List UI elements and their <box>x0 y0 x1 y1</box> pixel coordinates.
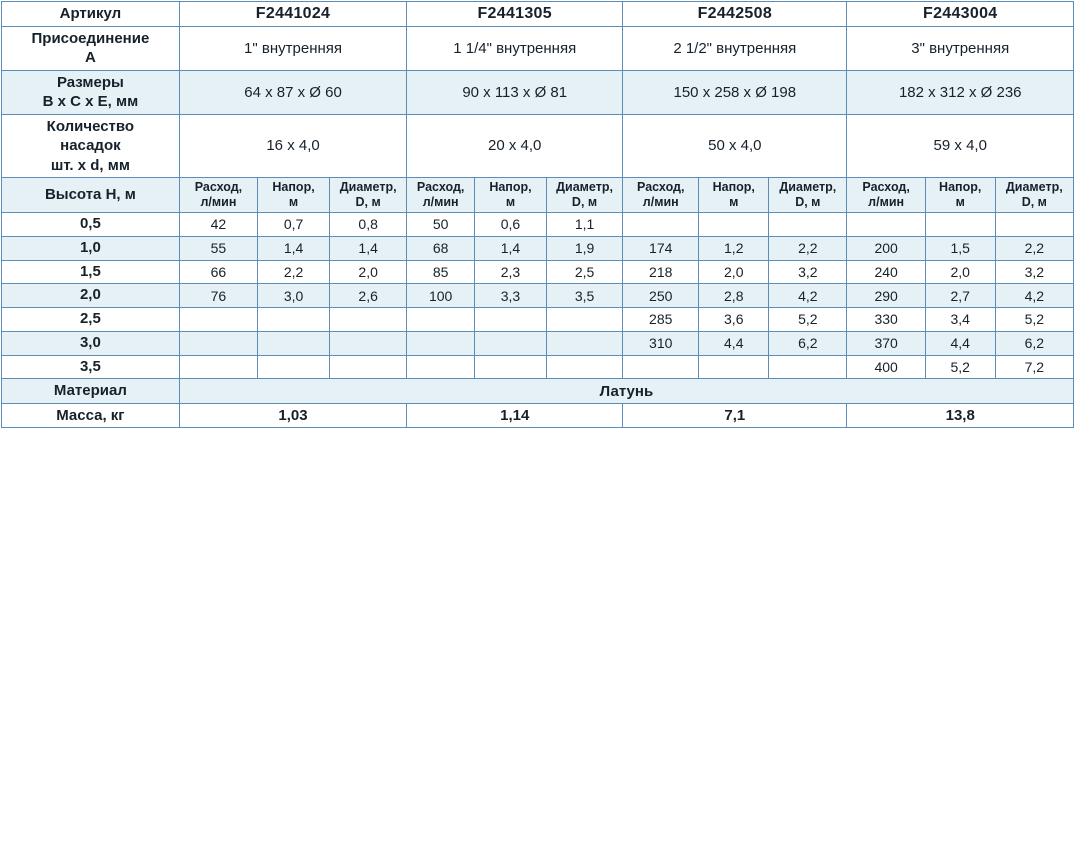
cell: 3,2 <box>769 260 847 284</box>
cell: 2,0 <box>699 260 769 284</box>
article-f2441024: F2441024 <box>179 2 407 27</box>
cell: 5,2 <box>769 308 847 332</box>
cell: 66 <box>179 260 257 284</box>
cell: 2,5 <box>546 260 622 284</box>
cell: 42 <box>179 213 257 237</box>
cell <box>623 213 699 237</box>
cell: 1,4 <box>475 236 547 260</box>
cell <box>407 331 475 355</box>
cell: 218 <box>623 260 699 284</box>
cell: 4,4 <box>699 331 769 355</box>
subheader-head-1-line1: Напор, <box>272 180 315 194</box>
cell: 2,6 <box>330 284 407 308</box>
cell <box>847 213 925 237</box>
subheader-diameter-2 <box>546 178 622 213</box>
mass-value-4: 13,8 <box>847 403 1074 428</box>
subheader-flow-2-line1: Расход, <box>416 180 465 194</box>
table-row-nozzles <box>2 114 1074 178</box>
table-row-subheader <box>2 178 1074 213</box>
table-row-mass <box>2 403 1074 428</box>
cell: 2,2 <box>258 260 330 284</box>
subheader-flow-3-line2: л/мин <box>642 195 679 209</box>
subheader-flow-2 <box>407 178 475 213</box>
cell: 1,2 <box>699 236 769 260</box>
nozzles-value-3: 50 x 4,0 <box>623 114 847 178</box>
table-row-material <box>2 379 1074 404</box>
mass-value-1: 1,03 <box>179 403 407 428</box>
height-label: 3,0 <box>2 331 180 355</box>
cell: 2,8 <box>699 284 769 308</box>
cell: 1,4 <box>258 236 330 260</box>
cell: 6,2 <box>769 331 847 355</box>
row-label-dimensions-line1: Размеры <box>56 73 124 91</box>
subheader-flow-4-line1: Расход, <box>862 180 910 194</box>
subheader-diameter-1 <box>330 178 407 213</box>
row-label-connection-line2: A <box>84 49 96 66</box>
table-row <box>2 236 1074 260</box>
subheader-head-4-line2: м <box>955 195 965 209</box>
cell <box>546 355 622 379</box>
subheader-flow-4 <box>847 178 925 213</box>
row-label-nozzles-line2: насадок <box>60 137 121 154</box>
cell <box>699 355 769 379</box>
subheader-flow-4-line2: л/мин <box>868 195 905 209</box>
subheader-head-4-line1: Напор, <box>939 180 982 194</box>
material-value: Латунь <box>179 379 1073 404</box>
cell <box>407 355 475 379</box>
height-label: 2,0 <box>2 284 180 308</box>
cell <box>179 308 257 332</box>
article-f2442508: F2442508 <box>623 2 847 27</box>
cell: 3,0 <box>258 284 330 308</box>
cell: 2,7 <box>925 284 995 308</box>
cell: 1,1 <box>546 213 622 237</box>
nozzles-value-2: 20 x 4,0 <box>407 114 623 178</box>
cell <box>258 308 330 332</box>
cell: 0,6 <box>475 213 547 237</box>
subheader-diameter-4-line1: Диаметр, <box>1005 180 1063 194</box>
nozzles-value-4: 59 x 4,0 <box>847 114 1074 178</box>
cell <box>258 355 330 379</box>
cell: 68 <box>407 236 475 260</box>
cell: 3,3 <box>475 284 547 308</box>
row-label-dimensions <box>2 70 180 114</box>
cell <box>546 308 622 332</box>
subheader-diameter-3-line2: D, м <box>795 195 821 209</box>
table-row <box>2 213 1074 237</box>
row-label-mass: Масса, кг <box>2 403 180 428</box>
cell: 290 <box>847 284 925 308</box>
cell: 370 <box>847 331 925 355</box>
cell <box>925 213 995 237</box>
cell: 0,8 <box>330 213 407 237</box>
cell: 330 <box>847 308 925 332</box>
subheader-flow-3-line1: Расход, <box>637 180 685 194</box>
subheader-head-1-line2: м <box>288 195 299 209</box>
cell <box>699 213 769 237</box>
row-label-nozzles-line3: шт. x d, мм <box>50 156 130 174</box>
subheader-diameter-2-line1: Диаметр, <box>556 180 613 194</box>
cell <box>330 308 407 332</box>
subheader-diameter-1-line1: Диаметр, <box>339 180 397 194</box>
cell: 5,2 <box>995 308 1073 332</box>
connection-value-3: 2 1/2" внутренняя <box>623 26 847 70</box>
cell <box>623 355 699 379</box>
cell: 174 <box>623 236 699 260</box>
row-label-material: Материал <box>2 379 180 404</box>
cell: 7,2 <box>995 355 1073 379</box>
cell <box>475 308 547 332</box>
row-label-connection-line1: Присоединение <box>31 29 150 47</box>
cell: 85 <box>407 260 475 284</box>
cell: 6,2 <box>995 331 1073 355</box>
subheader-diameter-4-line2: D, м <box>1021 195 1047 209</box>
cell: 1,9 <box>546 236 622 260</box>
row-label-connection <box>2 26 180 70</box>
connection-value-2: 1 1/4" внутренняя <box>407 26 623 70</box>
row-label-height: Высота H, м <box>2 178 180 213</box>
subheader-head-2-line2: м <box>505 195 516 209</box>
table-row <box>2 355 1074 379</box>
cell: 200 <box>847 236 925 260</box>
specification-table <box>1 1 1074 428</box>
cell: 0,7 <box>258 213 330 237</box>
subheader-diameter-1-line2: D, м <box>355 195 381 209</box>
cell: 310 <box>623 331 699 355</box>
article-f2443004: F2443004 <box>847 2 1074 27</box>
cell <box>475 331 547 355</box>
row-label-nozzles <box>2 114 180 178</box>
cell: 4,2 <box>769 284 847 308</box>
cell: 2,2 <box>995 236 1073 260</box>
subheader-diameter-3 <box>769 178 847 213</box>
subheader-head-1 <box>258 178 330 213</box>
height-label: 0,5 <box>2 213 180 237</box>
height-label: 2,5 <box>2 308 180 332</box>
row-label-dimensions-line2: B x C x E, мм <box>42 93 139 110</box>
table-row-connection <box>2 26 1074 70</box>
cell: 240 <box>847 260 925 284</box>
cell <box>769 355 847 379</box>
height-label: 3,5 <box>2 355 180 379</box>
cell <box>995 213 1073 237</box>
dimensions-value-1: 64 x 87 x Ø 60 <box>179 70 407 114</box>
subheader-head-2-line1: Напор, <box>489 180 532 194</box>
cell: 2,0 <box>330 260 407 284</box>
cell <box>330 331 407 355</box>
cell: 55 <box>179 236 257 260</box>
cell: 250 <box>623 284 699 308</box>
cell <box>475 355 547 379</box>
subheader-flow-1-line1: Расход, <box>194 180 243 194</box>
subheader-flow-1 <box>179 178 257 213</box>
dimensions-value-3: 150 x 258 x Ø 198 <box>623 70 847 114</box>
dimensions-value-2: 90 x 113 x Ø 81 <box>407 70 623 114</box>
cell: 5,2 <box>925 355 995 379</box>
table-row <box>2 331 1074 355</box>
cell: 4,4 <box>925 331 995 355</box>
mass-value-2: 1,14 <box>407 403 623 428</box>
table-row-dimensions <box>2 70 1074 114</box>
subheader-flow-1-line2: л/мин <box>200 195 237 209</box>
cell <box>258 331 330 355</box>
subheader-diameter-3-line1: Диаметр, <box>779 180 837 194</box>
subheader-flow-3 <box>623 178 699 213</box>
subheader-diameter-2-line2: D, м <box>571 195 598 209</box>
dimensions-value-4: 182 x 312 x Ø 236 <box>847 70 1074 114</box>
mass-value-3: 7,1 <box>623 403 847 428</box>
cell: 1,4 <box>330 236 407 260</box>
cell: 3,5 <box>546 284 622 308</box>
cell <box>769 213 847 237</box>
connection-value-1: 1" внутренняя <box>179 26 407 70</box>
cell: 2,3 <box>475 260 547 284</box>
subheader-head-4 <box>925 178 995 213</box>
cell: 285 <box>623 308 699 332</box>
cell <box>179 355 257 379</box>
subheader-flow-2-line2: л/мин <box>422 195 459 209</box>
subheader-diameter-4 <box>995 178 1073 213</box>
cell <box>330 355 407 379</box>
cell: 2,2 <box>769 236 847 260</box>
cell <box>546 331 622 355</box>
cell <box>179 331 257 355</box>
article-f2441305: F2441305 <box>407 2 623 27</box>
subheader-head-3-line2: м <box>729 195 739 209</box>
subheader-head-3 <box>699 178 769 213</box>
height-label: 1,0 <box>2 236 180 260</box>
cell: 76 <box>179 284 257 308</box>
subheader-head-2 <box>475 178 547 213</box>
connection-value-4: 3" внутренняя <box>847 26 1074 70</box>
row-label-article: Артикул <box>2 2 180 27</box>
cell <box>407 308 475 332</box>
cell: 3,4 <box>925 308 995 332</box>
nozzles-value-1: 16 x 4,0 <box>179 114 407 178</box>
row-label-nozzles-line1: Количество <box>46 117 135 135</box>
height-label: 1,5 <box>2 260 180 284</box>
table-row <box>2 260 1074 284</box>
table-row <box>2 308 1074 332</box>
cell: 3,2 <box>995 260 1073 284</box>
cell: 3,6 <box>699 308 769 332</box>
cell: 50 <box>407 213 475 237</box>
cell: 1,5 <box>925 236 995 260</box>
cell: 400 <box>847 355 925 379</box>
table-row-article <box>2 2 1074 27</box>
cell: 2,0 <box>925 260 995 284</box>
cell: 100 <box>407 284 475 308</box>
table-row <box>2 284 1074 308</box>
cell: 4,2 <box>995 284 1073 308</box>
subheader-head-3-line1: Напор, <box>712 180 755 194</box>
